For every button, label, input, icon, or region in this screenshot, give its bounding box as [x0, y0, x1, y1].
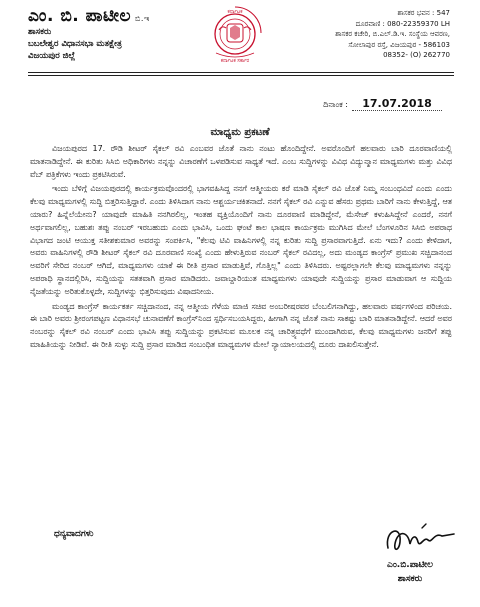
date-label: ದಿನಾಂಕ : [323, 100, 348, 109]
closing-thanks: ಧನ್ಯವಾದಗಳು [54, 529, 94, 539]
signatory-role: ಶಾಸಕರು [397, 574, 423, 584]
karnataka-emblem-icon [206, 4, 264, 66]
date-row [323, 97, 442, 111]
office-address-1: ಶಾಸಕರ ಕಚೇರಿ, ಬಿ.ಎಲ್.ಡಿ.ಇ. ಸಂಸ್ಥೆಯ ಆವರಣ, [335, 30, 450, 38]
letterhead-divider [28, 72, 454, 73]
letterhead-role: ಶಾಸಕರು [28, 27, 52, 37]
date-value: 17.07.2018 [352, 97, 442, 111]
emblem-top-text: ಕರ್ನಾಟಕ [227, 9, 243, 15]
letterhead-name: ಎಂ. ಬಿ. ಪಾಟೀಲ ಬಿ.ಇ [28, 6, 150, 26]
document-title: ಮಾಧ್ಯಮ ಪ್ರಕಟಣೆ [210, 127, 270, 138]
letterhead-divider-2 [28, 75, 454, 76]
paragraph-3: ಮಂಡ್ಯದ ಕಾಂಗ್ರೆಸ್ ಕಾರ್ಯಕರ್ತ ಸಚ್ಚಿದಾನಂದ, ನನ್ನ ಆತ್ಮೀಯ ಗೆಳೆಯ ಮಾಜಿ ಸಚಿವ ಅಂಬರೀಷರವರ ಬೆಂಬಲಿಗನಾಗಿದ್ದು, ಹಲವಾರು ವರ್ಷಗಳಿಂದ ಪರಿಚಯ. ಈ ಬಾರಿ ಅವರು ಶ್ರೀರಂಗಪಟ್ಟಣ ವಿಧಾನಸಭೆ ಚುನಾವಣೆಗೆ ಕಾಂಗ್ರೆಸ್‌ನಿಂದ ಸ್ಪರ್ಧಿಸಬಯಸಿದ್ದರು, ಹೀಗಾಗಿ ನನ್ನ ಜೊತೆ ನಾನು ಸಾಕಷ್ಟು ಬಾರಿ ಮಾತನಾಡಿದ್ದೇನೆ. ಆದರೆ ಅವರ ನಂಬರನ್ನು ಸೈಕಲ್ ರವಿ ನಂಬರ್ ಎಂದು ಭಾವಿಸಿ ತಪ್ಪು ಸುದ್ದಿಯನ್ನು ಪ್ರಕಟಿಸುವ ಮೂಲಕ ನನ್ನ ಚಾರಿತ್ರ್ಯವಧೆಗೆ ಮುಂದಾಗಿರುವ, ಕೆಲವು ಮಾಧ್ಯಮಗಳು ಜನರಿಗೆ ತಪ್ಪು ಮಾಹಿತಿಯನ್ನು ನೀಡಿವೆ. ಈ ರೀತಿ ಸುಳ್ಳು ಸುದ್ದಿ ಪ್ರಸಾರ ಮಾಡಿದ ಸಂಬಂಧಿತ ಮಾಧ್ಯಮಗಳ ಮೇಲೆ ನ್ಯಾಯಾಲಯದಲ್ಲಿ ದೂರು ದಾಖಲಿಸುತ್ತೇನೆ. [30, 301, 452, 349]
emblem-caption: ಕರ್ನಾಟಕ ಸರ್ಕಾರ [220, 58, 250, 64]
signature-icon [382, 518, 458, 558]
letterhead-constituency: ಬಬಲೇಶ್ವರ ವಿಧಾನಸಭಾ ಮತಕ್ಷೇತ್ರ [28, 39, 122, 49]
office-room: ಶಾಸಕರ ಭವನ : 547 [397, 9, 450, 17]
paragraph-1: ವಿಜಯಪುರದ 17. ರೌಡಿ ಶೀಟರ್ ಸೈಕಲ್ ರವಿ ಎಂಬವರ ಜೊತೆ ನಾನು ನಂಟು ಹೊಂದಿದ್ದೇನೆ. ಅವರೊಂದಿಗೆ ಹಲವಾರು ಬಾರಿ ದೂರವಾಣಿಯಲ್ಲಿ ಮಾತನಾಡಿದ್ದೇನೆ. ಈ ಕುರಿತು ಸಿಸಿಬಿ ಅಧಿಕಾರಿಗಳು ನನ್ನನ್ನು ವಿಚಾರಣೆಗೆ ಒಳಪಡಿಸುವ ಸಾಧ್ಯತೆ ಇದೆ. ಎಂಬ ಸುದ್ದಿಗಳನ್ನು ವಿವಿಧ ವಿದ್ಯುನ್ಮಾನ ಮಾಧ್ಯಮಗಳು ಮತ್ತು ವಿವಿಧ ವೆಬ್ ಪತ್ರಿಕೆಗಳು ಇಂದು ಪ್ರಕಟಿಸಿರುವೆ. [30, 144, 452, 179]
letterhead-right [290, 8, 450, 61]
letterhead-left [28, 6, 218, 62]
paragraph-2: ಇಂದು ಬೆಳಿಗ್ಗೆ ವಿಜಯಪುರದಲ್ಲಿ ಕಾರ್ಯಕ್ರಮವೊಂದರಲ್ಲಿ ಭಾಗವಹಿಸಿದ್ದ ನನಗೆ ಆತ್ಮೀಯರು ಕರೆ ಮಾಡಿ ಸೈಕಲ್ ರವಿ ಜೊತೆ ನಿಮ್ಮ ಸಂಬಂಧವಿದೆ ಎಂದು ಎಂದು ಕೆಲವು ಮಾಧ್ಯಮಗಳಲ್ಲಿ ಸುದ್ದಿ ಬಿತ್ತರಿಸುತ್ತಿದ್ದಾರೆ. ಎಂದು ತಿಳಿಸಿದಾಗ ನಾನು ಆಶ್ಚರ್ಯಚಕಿತನಾದೆ. ನನಗೆ ಸೈಕಲ್ ರವಿ ಎನ್ನುವ ಹೆಸರು ಪ್ರಥಮ ಬಾರಿಗೆ ನಾನು ಕೇಳುತ್ತಿದ್ದೆ, ಆತ ಯಾರು? ಹಿನ್ನೆಲೆಯೇನು? ಯಾವುದೇ ಮಾಹಿತಿ ನನಗಿರಲಿಲ್ಲ, ಇಂತಹ ವ್ಯಕ್ತಿಯೊಂದಿಗೆ ನಾನು ದೂರವಾಣಿ ಮಾಡಿದ್ದೇನೆ, ಮೆಸೇಜ್ ಕಳುಹಿಸಿದ್ದೇನೆ ಎಂದರೆ, ನನಗೆ ಅರ್ಥವಾಗಲಿಲ್ಲ, ಬಹುಶಃ ತಪ್ಪು ನಂಬರ್ ಇರಬಹುದು ಎಂದು ಭಾವಿಸಿ, ಒಂದು ಘಂಟೆ ಕಾಲ ಭಾಷಣ ಕಾರ್ಯಕ್ರಮ ಮುಗಿಸಿದ ಮೇಲೆ ಬೆಂಗಳೂರಿನ ಸಿಸಿಬಿ ಅಪರಾಧ ವಿಭಾಗದ ಜಂಟಿ ಆಯುಕ್ತ ಸತೀಶಕುಮಾರ ಅವರನ್ನು ಸಂಪರ್ಕಿಸಿ, "ಕೆಲವು ಟಿವಿ ವಾಹಿನಿಗಳಲ್ಲಿ ನನ್ನ ಕುರಿತು ಸುದ್ದಿ ಪ್ರಸಾರವಾಗುತ್ತಿದೆ. ಏನು ಇದು? ಎಂದು ಕೇಳಿದಾಗ, ಅವರು ವಾಹಿನಿಗಳಲ್ಲಿ ರೌಡಿ ಶೀಟರ್ ಸೈಕಲ್ ರವಿ ದೂರವಾಣಿ ಸಂಖ್ಯೆ ಎಂದು ಹೇಳುತ್ತಿರುವ ನಂಬರ್ ಸೈಕಲ್ ರವಿದಲ್ಲ, ಅದು ಮಂಡ್ಯದ ಕಾಂಗ್ರೆಸ್ ಪ್ರಮುಖ ಸಚ್ಚಿದಾನಂದ ಅವರಿಗೆ ಸೇರಿದ ನಂಬರ್ ಆಗಿದೆ, ಮಾಧ್ಯಮಗಳು ಯಾಕೆ ಈ ರೀತಿ ಪ್ರಸಾರ ಮಾಡುತ್ತಿವೆ, ಗೊತ್ತಿಲ್ಲ" ಎಂದು ತಿಳಿಸಿದರು. ಅಷ್ಟರಲ್ಲಾಗಲೇ ಕೆಲವು ಮಾಧ್ಯಮಗಳು ನನ್ನನ್ನು ಅಪರಾಧಿ ಸ್ಥಾನದಲ್ಲಿರಿಸಿ, ಸುದ್ದಿಯನ್ನು ಸತತವಾಗಿ ಪ್ರಸಾರ ಮಾಡಿದರು. ಜವಾಬ್ದಾರಿಯುತ ಮಾಧ್ಯಮಗಳು ಯಾವುದೇ ಸುದ್ದಿಯನ್ನು ಪ್ರಸಾರ ಮಾಡುವಾಗ ಆ ಸುದ್ದಿಯ ನೈಜತೆಯನ್ನು ಅರಿತುಕೊಳ್ಳದೇ, ಸುದ್ದಿಗಳನ್ನು ಭಿತ್ತರಿಸುವುದು ವಿಷಾದನೀಯ. [30, 184, 452, 296]
office-phone: ದೂರವಾಣಿ : 080-22359370 LH [355, 19, 450, 28]
document-body [30, 143, 452, 352]
office-phone-2: 08352- (O) 262770 [383, 51, 450, 59]
letterhead-degree: ಬಿ.ಇ [135, 14, 150, 23]
letterhead-district: ವಿಜಯಪುರ ಜಿಲ್ಲೆ [28, 51, 76, 61]
office-address-2: ಸೋಲಾಪುರ ರಸ್ತೆ, ವಿಜಯಪುರ - 586103 [348, 40, 450, 49]
signatory-name: ಎಂ.ಬಿ.ಪಾಟೀಲ [387, 560, 433, 570]
